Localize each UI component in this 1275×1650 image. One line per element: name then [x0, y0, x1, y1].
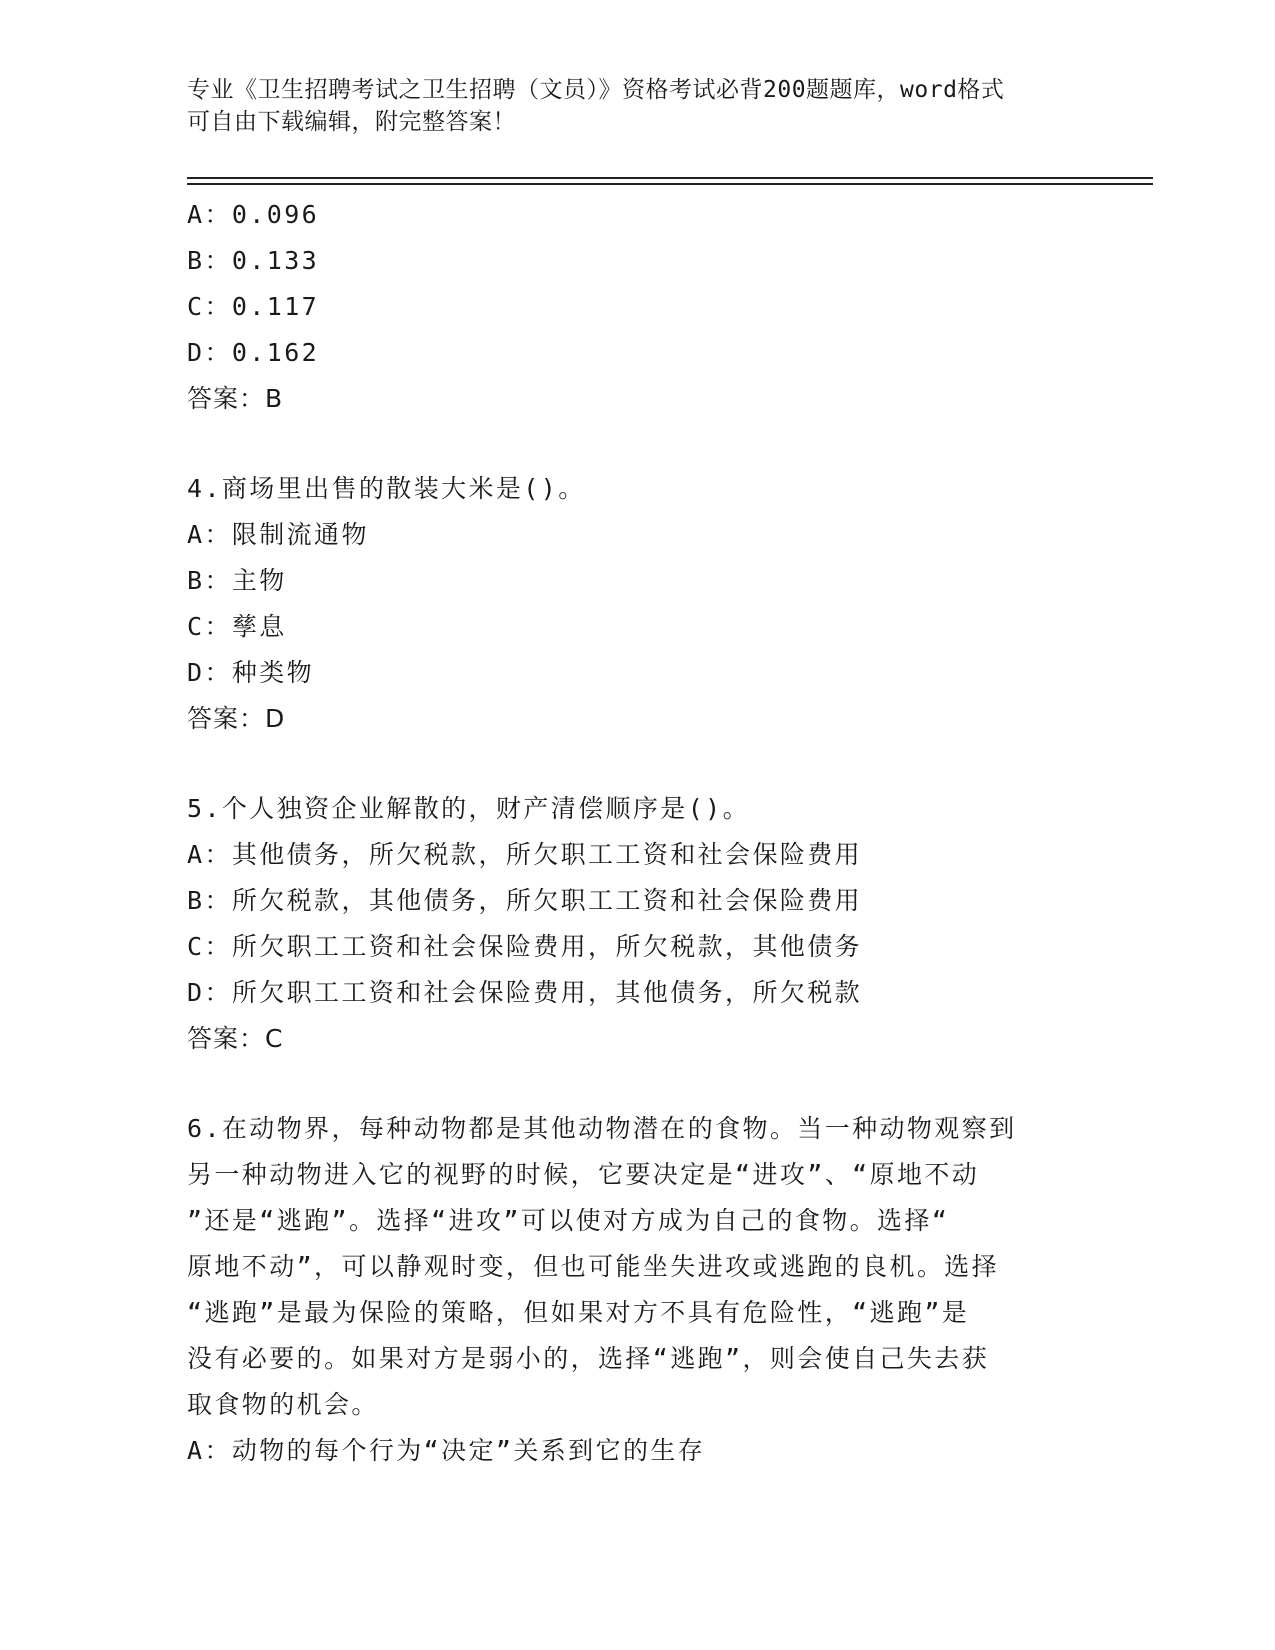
question-block-3 — [187, 192, 1067, 422]
spacer — [187, 422, 1067, 466]
question-text: 4.商场里出售的散装大米是()。 — [187, 474, 586, 503]
question-content — [187, 192, 1067, 1474]
header-title-line-2: 可自由下载编辑，附完整答案！ — [187, 109, 516, 135]
question-text: 5.个人独资企业解散的，财产清偿顺序是()。 — [187, 794, 751, 823]
question-block-5 — [187, 786, 1067, 1062]
option-a: A：0.096 — [187, 200, 320, 229]
spacer — [187, 1062, 1067, 1106]
option-a: A：限制流通物 — [187, 520, 369, 549]
option-b: B：0.133 — [187, 246, 320, 275]
question-block-4 — [187, 466, 1067, 742]
question-text-line-4: 原地不动”，可以静观时变，但也可能坐失进攻或逃跑的良机。选择 — [187, 1252, 1000, 1281]
header-title-line-1: 专业《卫生招聘考试之卫生招聘（文员）》资格考试必背200题题库，word格式 — [187, 77, 1005, 103]
option-b: B：所欠税款，其他债务，所欠职工工资和社会保险费用 — [187, 886, 863, 915]
question-text-line-7: 取食物的机会。 — [187, 1390, 379, 1419]
option-c: C：0.117 — [187, 292, 320, 321]
answer-label: 答案：B — [187, 384, 284, 413]
header-divider-top — [187, 177, 1153, 179]
header-divider-bottom — [187, 183, 1153, 185]
option-a: A：动物的每个行为“决定”关系到它的生存 — [187, 1436, 706, 1465]
document-header — [187, 74, 1067, 138]
question-text-line-6: 没有必要的。如果对方是弱小的，选择“逃跑”，则会使自己失去获 — [187, 1344, 990, 1373]
option-c: C：所欠职工工资和社会保险费用，所欠税款，其他债务 — [187, 932, 863, 961]
option-b: B：主物 — [187, 566, 287, 595]
spacer — [187, 742, 1067, 786]
option-a: A：其他债务，所欠税款，所欠职工工资和社会保险费用 — [187, 840, 863, 869]
question-text-line-2: 另一种动物进入它的视野的时候，它要决定是“进攻”、“原地不动 — [187, 1160, 980, 1189]
answer-label: 答案：C — [187, 1024, 284, 1053]
option-c: C：孳息 — [187, 612, 287, 641]
answer-label: 答案：D — [187, 704, 286, 733]
option-d: D：所欠职工工资和社会保险费用，其他债务，所欠税款 — [187, 978, 863, 1007]
option-d: D：种类物 — [187, 658, 315, 687]
option-d: D：0.162 — [187, 338, 320, 367]
question-text-line-5: “逃跑”是最为保险的策略，但如果对方不具有危险性，“逃跑”是 — [187, 1298, 970, 1327]
question-block-6 — [187, 1106, 1067, 1474]
question-text-line-3: ”还是“逃跑”。选择“进攻”可以使对方成为自己的食物。选择“ — [187, 1206, 950, 1235]
question-text-line-1: 6.在动物界，每种动物都是其他动物潜在的食物。当一种动物观察到 — [187, 1114, 1017, 1143]
